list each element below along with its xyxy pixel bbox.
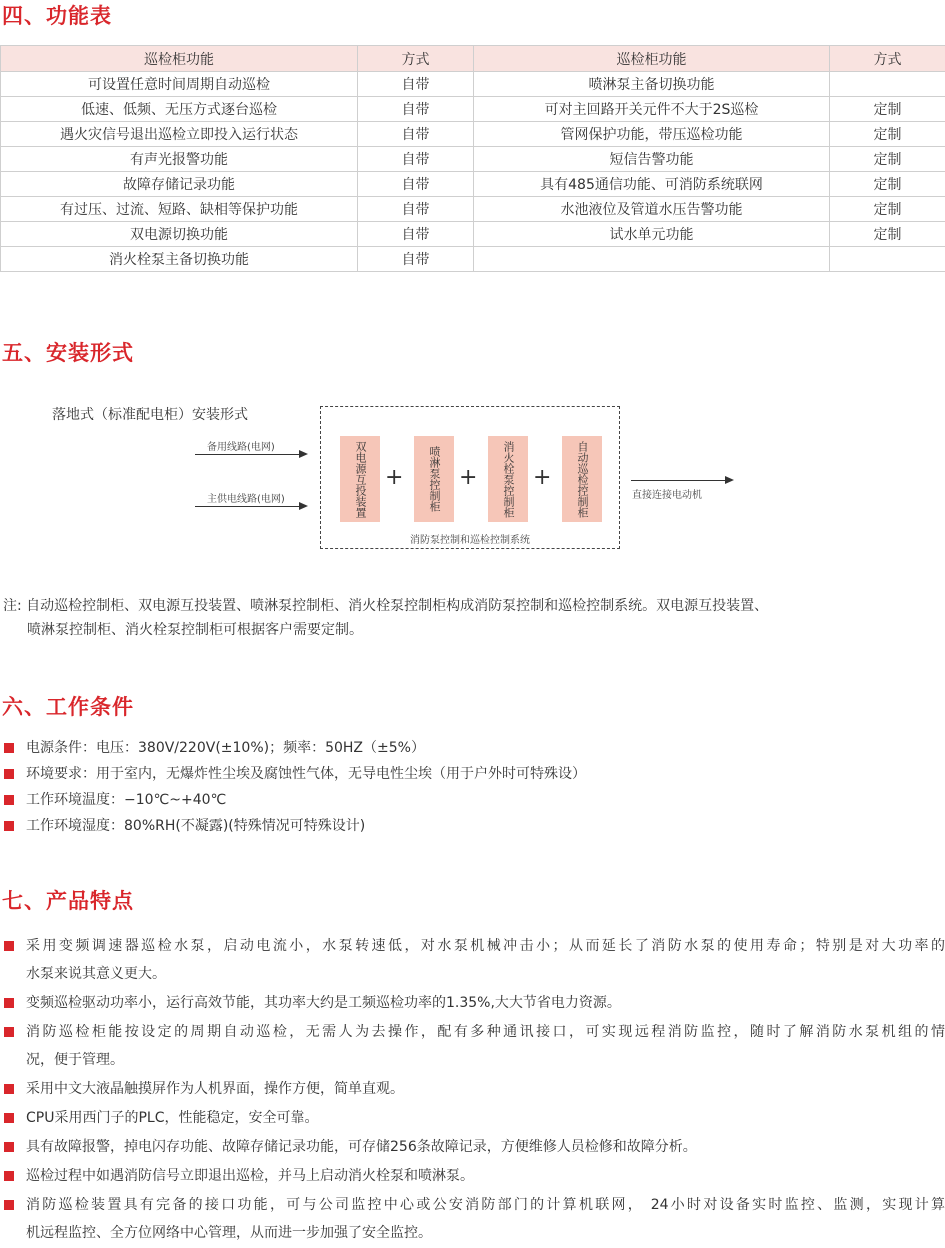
cell-function: 消火栓泵主备切换功能 (1, 247, 358, 272)
note-line: 喷淋泵控制柜、消火栓泵控制柜可根据客户需要定制。 (3, 618, 943, 642)
cell-function: 水池液位及管道水压告警功能 (474, 197, 830, 222)
system-label: 消防泵控制和巡检控制系统 (320, 531, 620, 546)
cell-function: 遇火灾信号退出巡检立即投入运行状态 (1, 122, 358, 147)
table-row (1, 97, 945, 122)
table-row (1, 197, 945, 222)
main-line-label: 主供电线路(电网) (207, 490, 285, 505)
backup-line-label: 备用线路(电网) (207, 438, 275, 453)
cell-mode: 定制 (830, 122, 945, 147)
cell-mode: 定制 (830, 147, 945, 172)
cell-function: 双电源切换功能 (1, 222, 358, 247)
table-row (1, 72, 945, 97)
module-dual-power: 双电源互投装置 (340, 436, 380, 522)
table-row (1, 222, 945, 247)
cell-function (474, 247, 830, 272)
cell-mode: 自带 (358, 172, 474, 197)
list-item: CPU采用西门子的PLC，性能稳定，安全可靠。 (0, 1104, 945, 1132)
cell-function: 管网保护功能，带压巡检功能 (474, 122, 830, 147)
list-item: 变频巡检驱动功率小，运行高效节能，其功率大约是工频巡检功率的1.35%,大大节省电力资源。 (0, 989, 945, 1017)
backup-line-arrow (195, 454, 299, 455)
cell-function: 故障存储记录功能 (1, 172, 358, 197)
plus-icon: + (385, 466, 403, 490)
diagram-caption: 落地式（标准配电柜）安装形式 (52, 404, 248, 424)
plus-icon: + (533, 466, 551, 490)
list-item: 消防巡检装置具有完备的接口功能，可与公司监控中心或公安消防部门的计算机联网， 24小时对设备实时监控、监测，实现计算 机远程监控、全方位网络中心管理，从而进一步加强了安全监控。 (0, 1191, 945, 1247)
cell-function: 试水单元功能 (474, 222, 830, 247)
list-item: 消防巡检柜能按设定的周期自动巡检，无需人为去操作，配有多种通讯接口，可实现远程消防监控，随时了解消防水泵机组的情 况，便于管理。 (0, 1018, 945, 1074)
cell-mode: 自带 (358, 122, 474, 147)
red-square-bullet-icon (4, 821, 14, 831)
cell-function: 有过压、过流、短路、缺相等保护功能 (1, 197, 358, 222)
header-function-left: 巡检柜功能 (1, 46, 358, 72)
list-item: 电源条件：电压：380V/220V(±10%)；频率：50HZ（±5%） (0, 736, 945, 760)
section-7-heading: 七、产品特点 (2, 885, 134, 915)
installation-note (3, 594, 943, 642)
red-square-bullet-icon (4, 1200, 14, 1210)
cell-mode: 自带 (358, 247, 474, 272)
table-header-row (1, 46, 945, 72)
section-6-heading: 六、工作条件 (2, 691, 134, 721)
red-square-bullet-icon (4, 1084, 14, 1094)
header-mode-right: 方式 (830, 46, 945, 72)
product-features-list (0, 932, 945, 1248)
plus-icon: + (459, 466, 477, 490)
cell-function: 短信告警功能 (474, 147, 830, 172)
table-row (1, 147, 945, 172)
red-square-bullet-icon (4, 1171, 14, 1181)
cell-mode: 自带 (358, 197, 474, 222)
red-square-bullet-icon (4, 1027, 14, 1037)
cell-function: 可对主回路开关元件不大于2S巡检 (474, 97, 830, 122)
cell-mode: 自带 (358, 72, 474, 97)
working-conditions-list (0, 736, 945, 840)
cell-mode: 定制 (830, 222, 945, 247)
red-square-bullet-icon (4, 1142, 14, 1152)
red-square-bullet-icon (4, 795, 14, 805)
header-function-right: 巡检柜功能 (474, 46, 830, 72)
main-line-arrow (195, 506, 299, 507)
note-line: 注: 自动巡检控制柜、双电源互投装置、喷淋泵控制柜、消火栓泵控制柜构成消防泵控制和巡检控制系统。双电源互投装置、 (3, 594, 943, 618)
list-item: 环境要求：用于室内，无爆炸性尘埃及腐蚀性气体，无导电性尘埃（用于户外时可特殊设） (0, 762, 945, 786)
table-row (1, 122, 945, 147)
red-square-bullet-icon (4, 941, 14, 951)
cell-mode: 定制 (830, 97, 945, 122)
list-item: 采用变频调速器巡检水泵，启动电流小，水泵转速低，对水泵机械冲击小；从而延长了消防水泵的使用寿命；特别是对大功率的 水泵来说其意义更大。 (0, 932, 945, 988)
cell-mode: 自带 (358, 147, 474, 172)
table-row (1, 247, 945, 272)
cell-mode (830, 247, 945, 272)
cell-mode: 定制 (830, 172, 945, 197)
cell-function: 可设置任意时间周期自动巡检 (1, 72, 358, 97)
list-item: 采用中文大液晶触摸屏作为人机界面，操作方便，简单直观。 (0, 1075, 945, 1103)
list-item: 工作环境湿度：80%RH(不凝露)(特殊情况可特殊设计) (0, 814, 945, 838)
section-4-heading: 四、功能表 (2, 0, 112, 30)
output-label: 直接连接电动机 (632, 486, 702, 501)
cell-function: 具有485通信功能、可消防系统联网 (474, 172, 830, 197)
cell-function: 低速、低频、无压方式逐台巡检 (1, 97, 358, 122)
table-row (1, 172, 945, 197)
output-arrow (631, 480, 725, 481)
function-table (0, 45, 945, 272)
cell-function: 有声光报警功能 (1, 147, 358, 172)
cell-mode: 自带 (358, 222, 474, 247)
red-square-bullet-icon (4, 769, 14, 779)
arrow-right-icon (299, 502, 308, 510)
cell-function: 喷淋泵主备切换功能 (474, 72, 830, 97)
list-item: 工作环境温度：−10℃~+40℃ (0, 788, 945, 812)
list-item: 具有故障报警，掉电闪存功能、故障存储记录功能，可存储256条故障记录，方便维修人员检修和故障分析。 (0, 1133, 945, 1161)
module-sprinkler-pump: 喷淋泵控制柜 (414, 436, 454, 522)
cell-mode: 自带 (358, 97, 474, 122)
list-item: 巡检过程中如遇消防信号立即退出巡检，并马上启动消火栓泵和喷淋泵。 (0, 1162, 945, 1190)
red-square-bullet-icon (4, 998, 14, 1008)
module-auto-inspection: 自动巡检控制柜 (562, 436, 602, 522)
arrow-right-icon (299, 450, 308, 458)
header-mode-left: 方式 (358, 46, 474, 72)
cell-mode (830, 72, 945, 97)
module-hydrant-pump: 消火栓泵控制柜 (488, 436, 528, 522)
red-square-bullet-icon (4, 1113, 14, 1123)
red-square-bullet-icon (4, 743, 14, 753)
cell-mode: 定制 (830, 197, 945, 222)
arrow-right-icon (725, 476, 734, 484)
section-5-heading: 五、安装形式 (2, 337, 134, 367)
